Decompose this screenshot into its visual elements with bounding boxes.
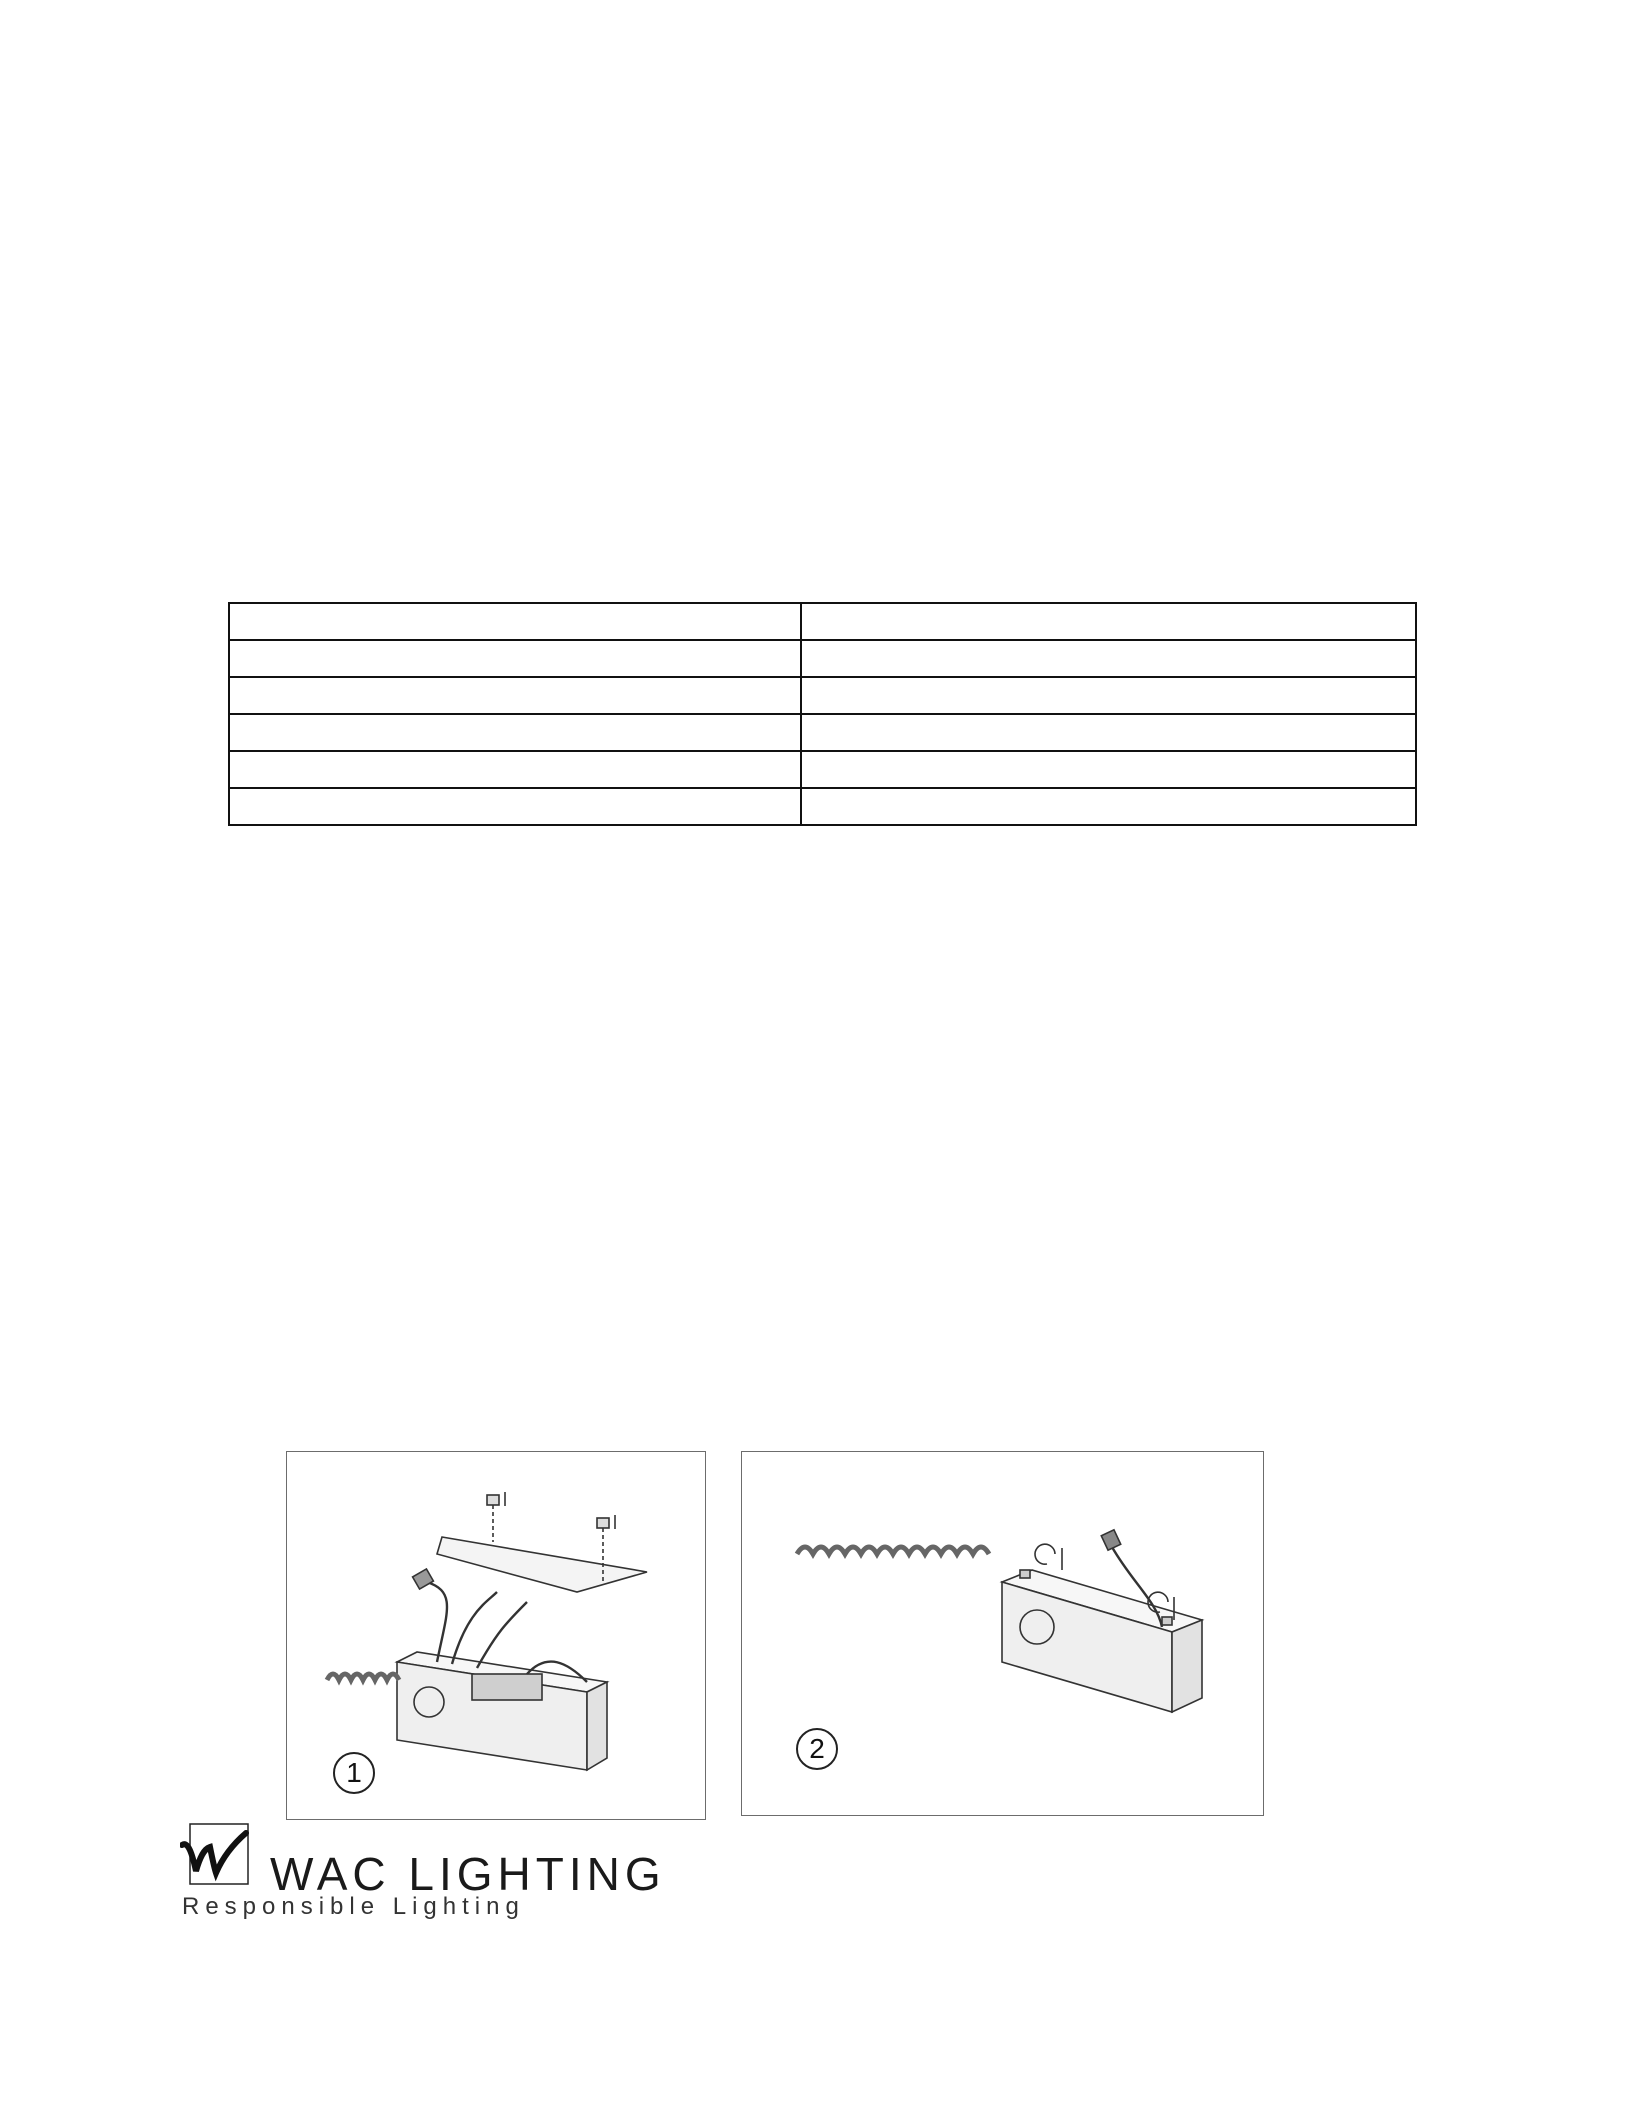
table-cell (229, 714, 801, 751)
step-number-badge: 1 (333, 1752, 375, 1794)
table-cell (229, 788, 801, 825)
spec-table-body (229, 603, 1416, 825)
installation-figure-1 (286, 1451, 706, 1820)
table-cell (801, 788, 1416, 825)
table-cell (801, 714, 1416, 751)
installation-figure-2 (741, 1451, 1264, 1816)
table-cell (229, 751, 801, 788)
table-cell (229, 603, 801, 640)
spec-table (228, 602, 1417, 826)
table-row (229, 788, 1416, 825)
table-row (229, 640, 1416, 677)
table-row (229, 714, 1416, 751)
table-cell (801, 751, 1416, 788)
wac-lighting-logo (180, 1823, 700, 1923)
table-cell (801, 640, 1416, 677)
wac-w-logo-icon (180, 1823, 250, 1887)
table-row (229, 603, 1416, 640)
table-row (229, 751, 1416, 788)
brand-tagline: Responsible Lighting (182, 1893, 525, 1920)
step-number-badge: 2 (796, 1728, 838, 1770)
brand-name: WAC LIGHTING (270, 1848, 666, 1900)
table-cell (229, 677, 801, 714)
table-cell (801, 677, 1416, 714)
table-cell (229, 640, 801, 677)
table-cell (801, 603, 1416, 640)
table-row (229, 677, 1416, 714)
